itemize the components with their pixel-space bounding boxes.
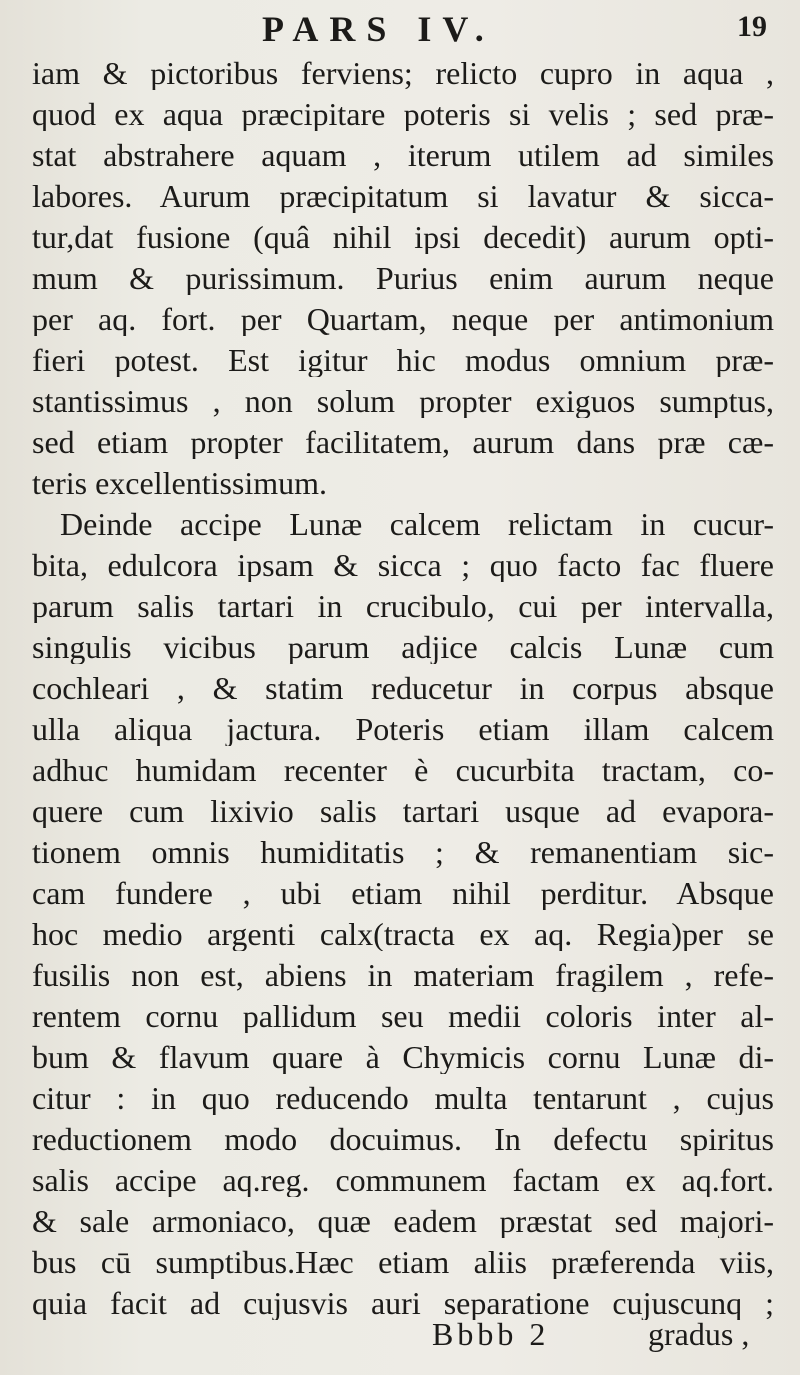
text-line: adhuc humidam recenter è cucurbita tractam, co- xyxy=(32,753,774,787)
text-line: quere cum lixivio salis tartari usque ad evapora- xyxy=(32,794,774,828)
text-line: quod ex aqua præcipitare poteris si velis ; sed præ- xyxy=(32,97,774,131)
text-line: salis accipe aq.reg. communem factam ex aq.fort. xyxy=(32,1163,774,1197)
text-line: bita, edulcora ipsam & sicca ; quo facto fac fluere xyxy=(32,548,774,582)
text-line: hoc medio argenti calx(tracta ex aq. Regia)per se xyxy=(32,917,774,951)
text-line: & sale armoniaco, quæ eadem præstat sed majori- xyxy=(32,1204,774,1238)
text-line: tur,dat fusione (quâ nihil ipsi decedit) aurum opti- xyxy=(32,220,774,254)
text-line: bum & flavum quare à Chymicis cornu Lunæ di- xyxy=(32,1040,774,1074)
text-line: cochleari , & statim reducetur in corpus absque xyxy=(32,671,774,705)
text-line: cam fundere , ubi etiam nihil perditur. Absque xyxy=(32,876,774,910)
text-line: fusilis non est, abiens in materiam fragilem , refe- xyxy=(32,958,774,992)
text-line: sed etiam propter facilitatem, aurum dans præ cæ- xyxy=(32,425,774,459)
running-head: PARS IV. xyxy=(262,9,495,49)
page-header xyxy=(0,6,800,50)
paragraph-start-line: Deinde accipe Lunæ calcem relictam in cucur- xyxy=(60,507,774,541)
text-line: parum salis tartari in crucibulo, cui per intervalla, xyxy=(32,589,774,623)
text-line: tionem omnis humiditatis ; & remanentiam sic- xyxy=(32,835,774,869)
catchword: gradus , xyxy=(648,1316,750,1352)
text-line: citur : in quo reducendo multa tentarunt , cujus xyxy=(32,1081,774,1115)
text-line: stantissimus , non solum propter exiguos sumptus, xyxy=(32,384,774,418)
text-line: per aq. fort. per Quartam, neque per antimonium xyxy=(32,302,774,336)
text-line: ulla aliqua jactura. Poteris etiam illam calcem xyxy=(32,712,774,746)
text-line: singulis vicibus parum adjice calcis Lunæ cum xyxy=(32,630,774,664)
text-line: bus cū sumptibus.Hæc etiam aliis præferenda viis, xyxy=(32,1245,774,1279)
text-line: mum & purissimum. Purius enim aurum neque xyxy=(32,261,774,295)
text-line: iam & pictoribus ferviens; relicto cupro in aqua , xyxy=(32,56,774,90)
text-line: rentem cornu pallidum seu medii coloris inter al- xyxy=(32,999,774,1033)
signature-mark: Bbbb 2 xyxy=(432,1316,550,1352)
page-number: 19 xyxy=(737,10,767,43)
text-line: labores. Aurum præcipitatum si lavatur & sicca- xyxy=(32,179,774,213)
text-line: teris excellentissimum. xyxy=(32,466,328,500)
text-line: stat abstrahere aquam , iterum utilem ad similes xyxy=(32,138,774,172)
text-line: fieri potest. Est igitur hic modus omnium præ- xyxy=(32,343,774,377)
text-line: quia facit ad cujusvis auri separatione cujuscunq ; xyxy=(32,1286,774,1320)
text-line: reductionem modo docuimus. In defectu spiritus xyxy=(32,1122,774,1156)
